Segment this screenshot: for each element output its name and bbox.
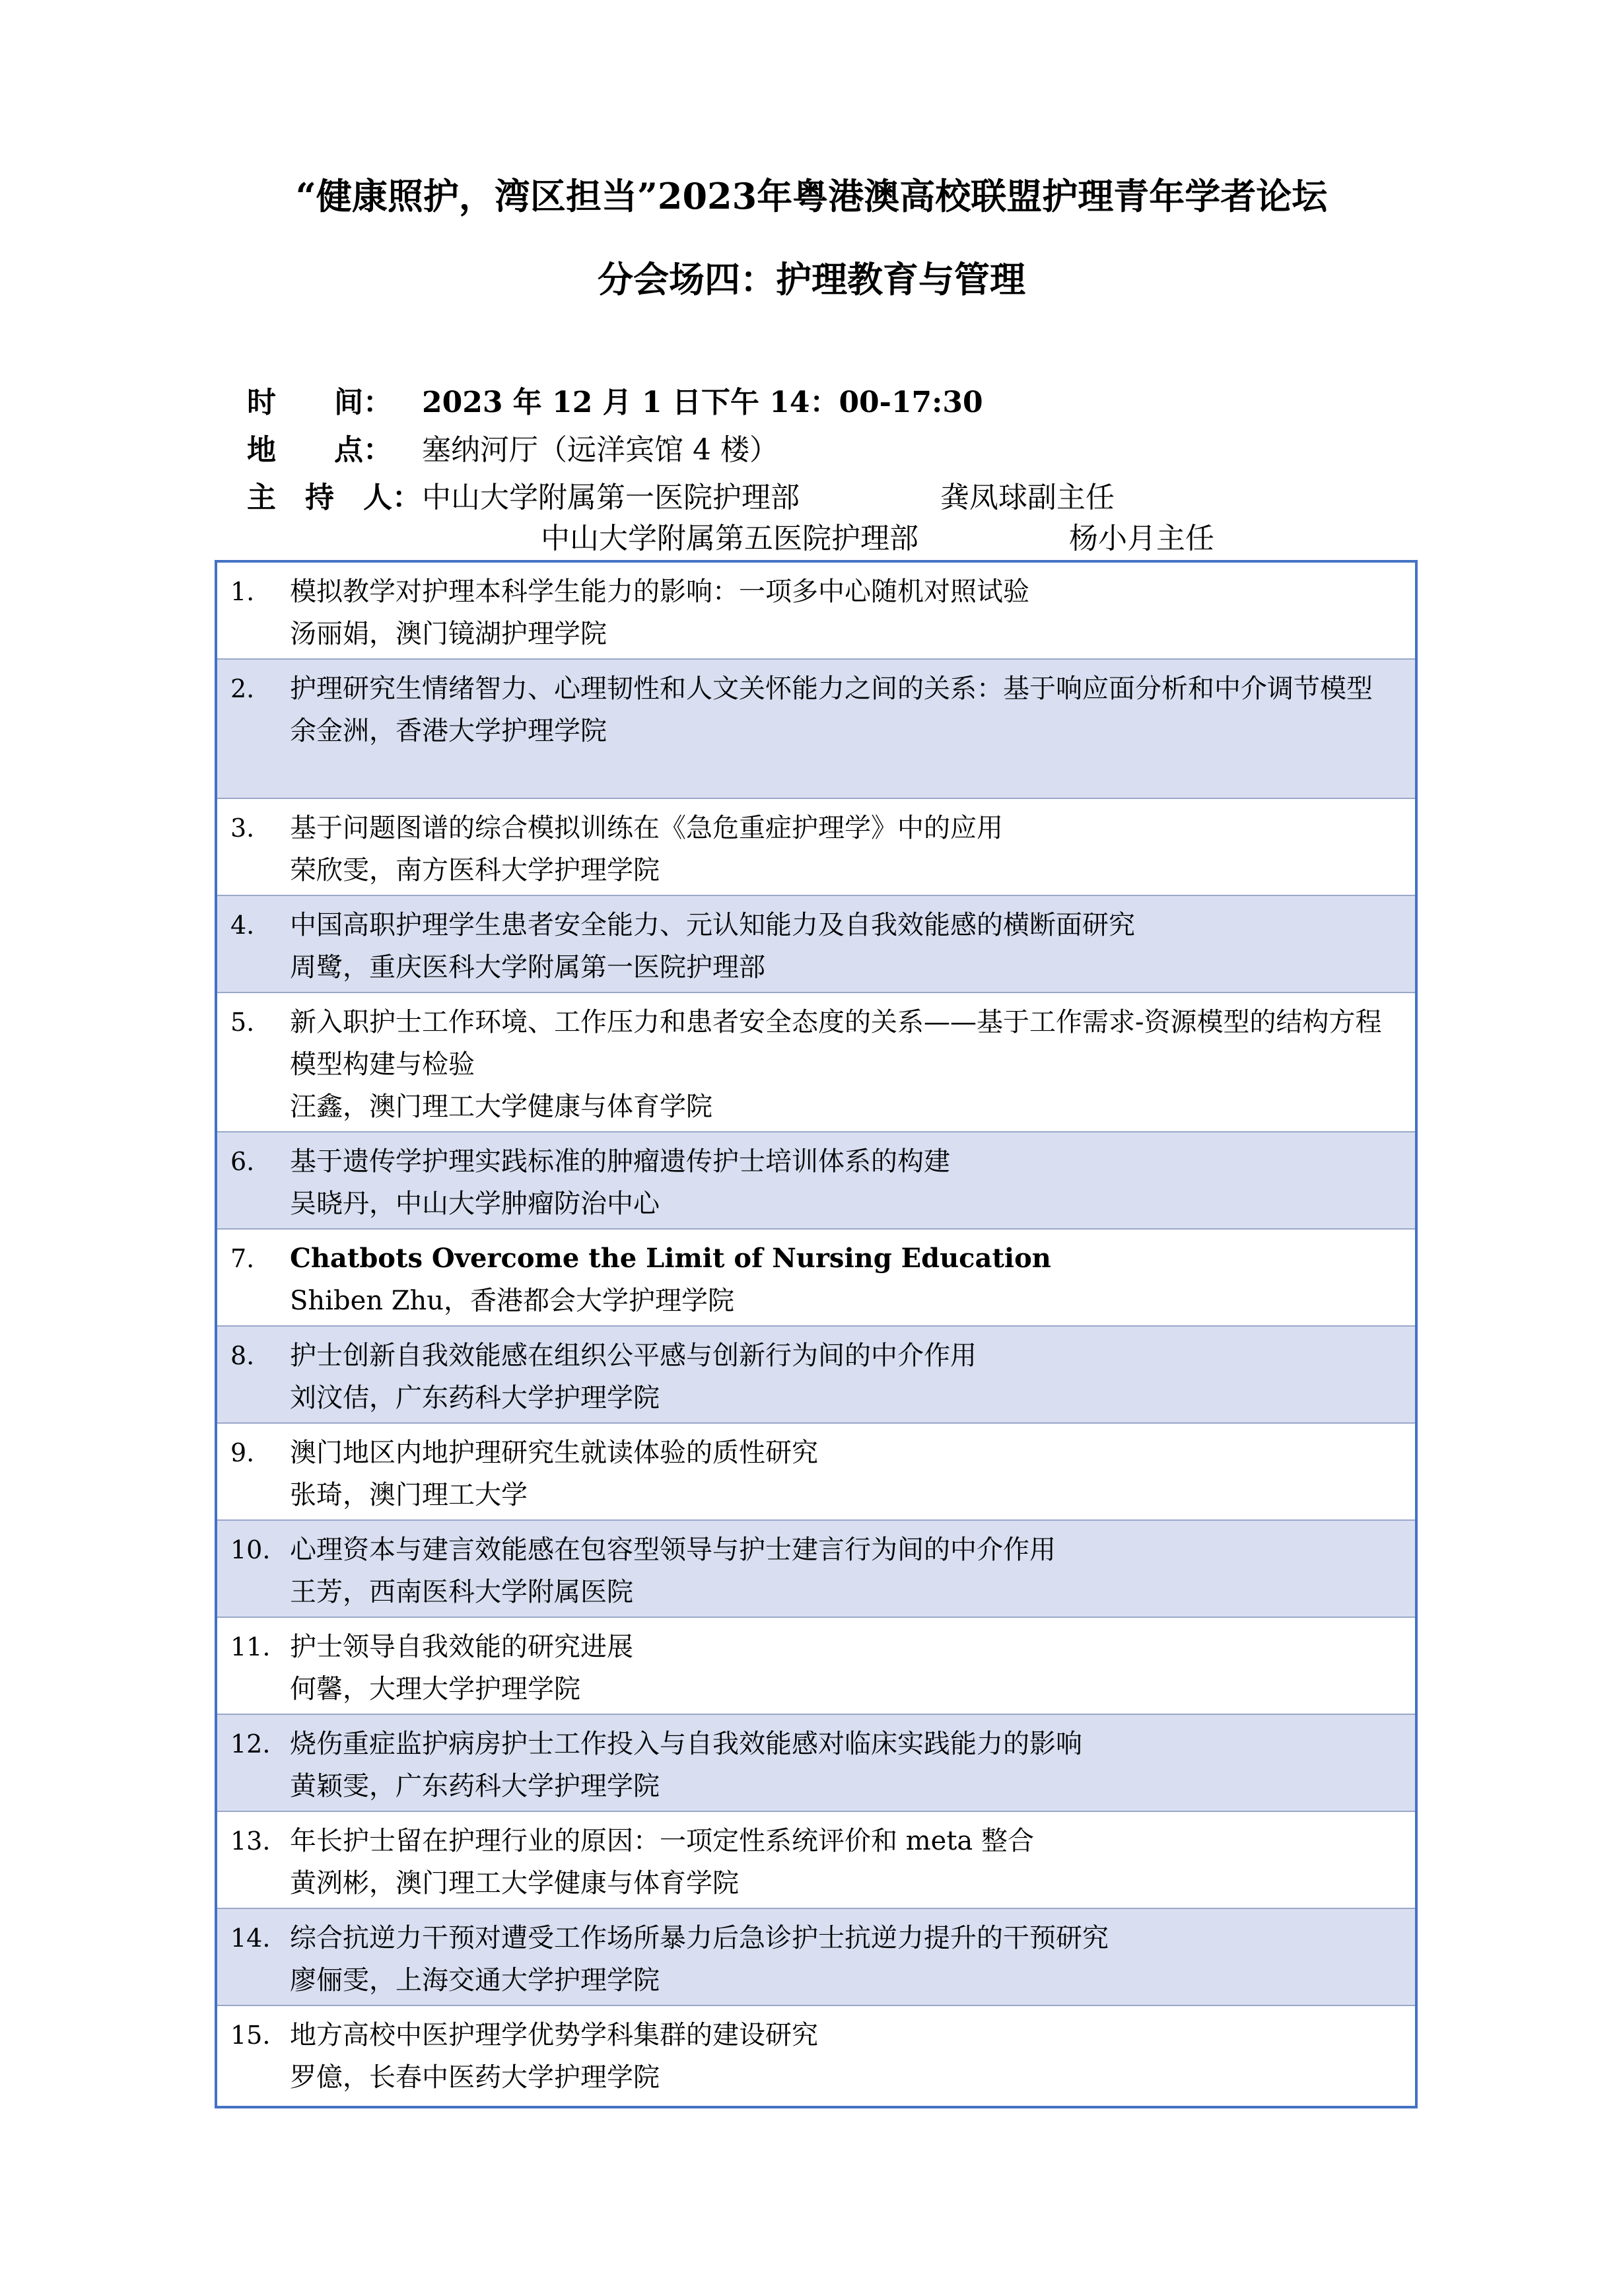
host2-name: 杨小月主任 [1069,522,1214,555]
talk-title: 新入职护士工作环境、工作压力和患者安全态度的关系——基于工作需求-资源模型的结构方程模型构建与检验 [290,1007,1382,1080]
talk-title: 烧伤重症监护病房护士工作投入与自我效能感对临床实践能力的影响 [290,1729,1082,1759]
talk-number: 9. [230,1438,255,1467]
talk-author: 罗億，长春中医药大学护理学院 [290,2062,660,2093]
talk-author: 荣欣雯，南方医科大学护理学院 [290,855,660,886]
talk-number: 10. [230,1535,271,1564]
time-value: 2023 年 12 月 1 日下午 14：00-17:30 [422,386,983,419]
talk-title: 地方高校中医护理学优势学科集群的建设研究 [290,2020,818,2050]
host1-org: 中山大学附属第一医院护理部 [422,481,800,514]
talk-table [215,560,1418,2108]
talk-row [217,1521,1415,1618]
time-row [247,383,983,423]
talk-row [217,563,1415,660]
talk-number: 2. [230,674,255,703]
talk-row [217,1424,1415,1521]
place-label: 地 点： [247,433,392,467]
talk-row [217,1132,1415,1230]
talk-number: 11. [230,1632,271,1661]
talk-title: 模拟教学对护理本科学生能力的影响：一项多中心随机对照试验 [290,576,1029,607]
talk-author: 周鹭，重庆医科大学附属第一医院护理部 [290,952,765,983]
talk-title: 中国高职护理学生患者安全能力、元认知能力及自我效能感的横断面研究 [290,910,1135,940]
host2-org: 中山大学附属第五医院护理部 [541,522,918,555]
talk-author: 廖俪雯，上海交通大学护理学院 [290,1965,660,1996]
talk-title: 基于问题图谱的综合模拟训练在《急危重症护理学》中的应用 [290,813,1003,843]
place-row [247,431,778,470]
time-label: 时 间： [247,386,392,419]
host-label: 主 持 人： [247,481,421,514]
talk-title: 综合抗逆力干预对遭受工作场所暴力后急诊护士抗逆力提升的干预研究 [290,1923,1109,1953]
talk-author: Shiben Zhu，香港都会大学护理学院 [290,1286,735,1316]
talk-author: 张琦，澳门理工大学 [290,1480,528,1510]
session-title: 分会场四：护理教育与管理 [598,258,1025,300]
talk-title: 澳门地区内地护理研究生就读体验的质性研究 [290,1438,818,1468]
talk-row [217,896,1415,993]
talk-row [217,1812,1415,1909]
talk-number: 14. [230,1924,271,1953]
talk-title: 护士创新自我效能感在组织公平感与创新行为间的中介作用 [290,1340,977,1371]
host-row-1 [247,478,1115,518]
talk-author: 余金洲，香港大学护理学院 [290,716,607,746]
talk-author: 何馨，大理大学护理学院 [290,1674,580,1704]
talk-author: 黄洌彬，澳门理工大学健康与体育学院 [290,1868,739,1898]
talk-number: 4. [230,911,255,940]
talk-title: Chatbots Overcome the Limit of Nursing Education [290,1243,1051,1274]
talk-number: 12. [230,1729,271,1758]
talk-title: 年长护士留在护理行业的原因：一项定性系统评价和 meta 整合 [290,1826,1034,1856]
talk-title: 基于遗传学护理实践标准的肿瘤遗传护士培训体系的构建 [290,1146,950,1177]
talk-number: 1. [230,577,255,606]
talk-row [217,1618,1415,1715]
talk-number: 13. [230,1826,271,1856]
talk-number: 6. [230,1147,255,1176]
talk-row [217,1327,1415,1424]
talk-number: 5. [230,1008,255,1037]
talk-number: 3. [230,814,255,843]
talk-row [217,799,1415,896]
talk-title: 心理资本与建言效能感在包容型领导与护士建言行为间的中介作用 [290,1535,1056,1565]
talk-number: 7. [230,1244,255,1273]
talk-author: 汪鑫，澳门理工大学健康与体育学院 [290,1092,712,1122]
talk-title: 护士领导自我效能的研究进展 [290,1632,633,1662]
host1-name: 龚凤球副主任 [940,481,1115,514]
talk-number: 15. [230,2021,271,2050]
talk-row [217,993,1415,1132]
talk-row [217,1715,1415,1812]
talk-author: 刘汶佶，广东药科大学护理学院 [290,1383,660,1413]
talk-row [217,660,1415,799]
talk-number: 8. [230,1341,255,1370]
talk-author: 王芳，西南医科大学附属医院 [290,1577,633,1607]
place-value: 塞纳河厅（远洋宾馆 4 楼） [422,433,778,467]
talk-row [217,1230,1415,1327]
talk-author: 吴晓丹，中山大学肿瘤防治中心 [290,1189,660,1219]
talk-row [217,2006,1415,2103]
forum-title: “健康照护，湾区担当”2023年粤港澳高校联盟护理青年学者论坛 [295,175,1328,217]
talk-author: 汤丽娟，澳门镜湖护理学院 [290,619,607,649]
talk-row [217,1909,1415,2006]
talk-title: 护理研究生情绪智力、心理韧性和人文关怀能力之间的关系：基于响应面分析和中介调节模型 [290,674,1373,704]
host-row-2 [247,519,1214,559]
talk-author: 黄颖雯，广东药科大学护理学院 [290,1771,660,1801]
